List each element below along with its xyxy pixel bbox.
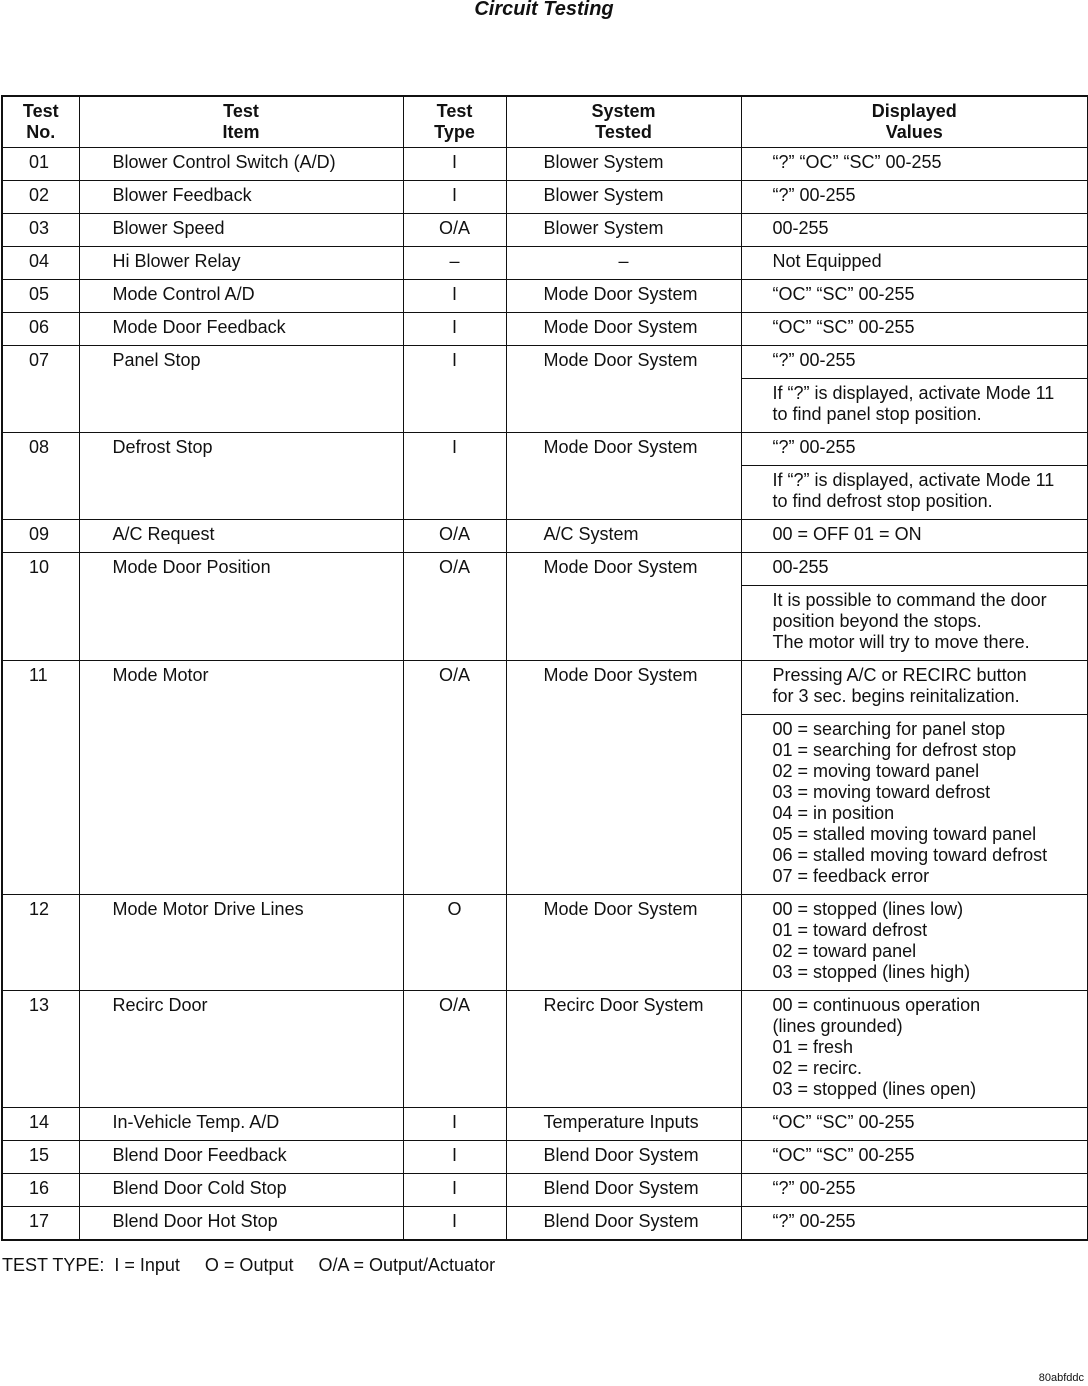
- test-no-cell: 15: [2, 1141, 79, 1174]
- test-no-cell: 04: [2, 247, 79, 280]
- table-row: [2, 553, 1088, 586]
- test-no-cell: 02: [2, 181, 79, 214]
- test-item-cell: Recirc Door: [79, 991, 403, 1108]
- displayed-values-cell: “?” 00-255: [741, 346, 1088, 379]
- test-type-cell: I: [403, 1108, 506, 1141]
- test-type-legend: TEST TYPE: I = Input O = Output O/A = Output/Actuator: [2, 1255, 496, 1275]
- table-row: [2, 1141, 1088, 1174]
- test-type-cell: I: [403, 433, 506, 520]
- system-tested-cell: Blend Door System: [506, 1207, 741, 1241]
- figure-code: 80abfddc: [1038, 1372, 1084, 1384]
- test-type-cell: O/A: [403, 991, 506, 1108]
- table-row: [2, 895, 1088, 991]
- test-item-cell: Mode Control A/D: [79, 280, 403, 313]
- system-tested-cell: Temperature Inputs: [506, 1108, 741, 1141]
- table-row: [2, 1174, 1088, 1207]
- test-no-cell: 06: [2, 313, 79, 346]
- header-system-tested: System Tested: [506, 96, 741, 148]
- test-no-cell: 08: [2, 433, 79, 520]
- test-type-cell: O/A: [403, 661, 506, 895]
- displayed-values-cell: “?” 00-255: [741, 1207, 1088, 1241]
- test-no-cell: 13: [2, 991, 79, 1108]
- test-no-cell: 12: [2, 895, 79, 991]
- test-item-cell: Blower Speed: [79, 214, 403, 247]
- test-item-cell: A/C Request: [79, 520, 403, 553]
- test-no-cell: 03: [2, 214, 79, 247]
- table-row: [2, 313, 1088, 346]
- test-no-cell: 09: [2, 520, 79, 553]
- system-tested-cell: Mode Door System: [506, 433, 741, 520]
- system-tested-cell: Blend Door System: [506, 1174, 741, 1207]
- system-tested-cell: Recirc Door System: [506, 991, 741, 1108]
- system-tested-cell: Blower System: [506, 214, 741, 247]
- test-item-cell: Blower Feedback: [79, 181, 403, 214]
- test-type-cell: I: [403, 313, 506, 346]
- test-no-cell: 07: [2, 346, 79, 433]
- test-item-cell: Mode Door Feedback: [79, 313, 403, 346]
- test-item-cell: Mode Motor Drive Lines: [79, 895, 403, 991]
- test-item-cell: In-Vehicle Temp. A/D: [79, 1108, 403, 1141]
- displayed-values-cell: If “?” is displayed, activate Mode 11 to find defrost stop position.: [741, 466, 1088, 520]
- test-no-cell: 10: [2, 553, 79, 661]
- test-item-cell: Blend Door Feedback: [79, 1141, 403, 1174]
- table-row: [2, 280, 1088, 313]
- test-item-cell: Blower Control Switch (A/D): [79, 148, 403, 181]
- displayed-values-cell: Not Equipped: [741, 247, 1088, 280]
- test-item-cell: Blend Door Hot Stop: [79, 1207, 403, 1241]
- displayed-values-cell: “OC” “SC” 00-255: [741, 1108, 1088, 1141]
- system-tested-cell: Mode Door System: [506, 280, 741, 313]
- system-tested-cell: Mode Door System: [506, 346, 741, 433]
- test-item-cell: Defrost Stop: [79, 433, 403, 520]
- header-row: [2, 96, 1088, 148]
- test-type-cell: I: [403, 280, 506, 313]
- displayed-values-cell: If “?” is displayed, activate Mode 11 to find panel stop position.: [741, 379, 1088, 433]
- header-test-item: Test Item: [79, 96, 403, 148]
- test-item-cell: Mode Door Position: [79, 553, 403, 661]
- test-type-cell: I: [403, 1207, 506, 1241]
- displayed-values-cell: It is possible to command the door position beyond the stops. The motor will try to move there.: [741, 586, 1088, 661]
- displayed-values-cell: 00-255: [741, 214, 1088, 247]
- system-tested-cell: Blower System: [506, 181, 741, 214]
- test-item-cell: Panel Stop: [79, 346, 403, 433]
- header-test-type: Test Type: [403, 96, 506, 148]
- test-no-cell: 11: [2, 661, 79, 895]
- table-row: [2, 661, 1088, 715]
- system-tested-cell: Blower System: [506, 148, 741, 181]
- test-type-cell: I: [403, 148, 506, 181]
- displayed-values-cell: “OC” “SC” 00-255: [741, 313, 1088, 346]
- test-item-cell: Blend Door Cold Stop: [79, 1174, 403, 1207]
- test-type-cell: I: [403, 1141, 506, 1174]
- test-no-cell: 01: [2, 148, 79, 181]
- test-item-cell: Mode Motor: [79, 661, 403, 895]
- test-no-cell: 14: [2, 1108, 79, 1141]
- displayed-values-cell: Pressing A/C or RECIRC button for 3 sec. begins reinitalization.: [741, 661, 1088, 715]
- test-type-cell: I: [403, 181, 506, 214]
- displayed-values-cell: 00 = searching for panel stop 01 = searching for defrost stop 02 = moving toward panel 03 = moving toward defrost 04 = in position 05 = stalled moving toward panel 06 = stalled moving toward defrost 07 = feedback error: [741, 715, 1088, 895]
- test-type-cell: O/A: [403, 553, 506, 661]
- test-type-cell: O/A: [403, 214, 506, 247]
- system-tested-cell: Mode Door System: [506, 553, 741, 661]
- table-row: [2, 1108, 1088, 1141]
- system-tested-cell: Mode Door System: [506, 313, 741, 346]
- displayed-values-cell: 00-255: [741, 553, 1088, 586]
- table-row: [2, 433, 1088, 466]
- displayed-values-cell: 00 = continuous operation (lines grounded) 01 = fresh 02 = recirc. 03 = stopped (lines open): [741, 991, 1088, 1108]
- displayed-values-cell: “?” 00-255: [741, 1174, 1088, 1207]
- table-row: [2, 148, 1088, 181]
- table-row: [2, 991, 1088, 1108]
- test-type-cell: O: [403, 895, 506, 991]
- system-tested-cell: –: [506, 247, 741, 280]
- test-no-cell: 17: [2, 1207, 79, 1241]
- displayed-values-cell: 00 = OFF 01 = ON: [741, 520, 1088, 553]
- displayed-values-cell: “?” 00-255: [741, 181, 1088, 214]
- test-type-cell: –: [403, 247, 506, 280]
- page-title: Circuit Testing: [474, 0, 614, 20]
- displayed-values-cell: “?” “OC” “SC” 00-255: [741, 148, 1088, 181]
- table-row: [2, 346, 1088, 379]
- displayed-values-cell: “OC” “SC” 00-255: [741, 280, 1088, 313]
- table-body: [2, 148, 1088, 1241]
- test-type-cell: I: [403, 1174, 506, 1207]
- system-tested-cell: Mode Door System: [506, 895, 741, 991]
- displayed-values-cell: 00 = stopped (lines low) 01 = toward defrost 02 = toward panel 03 = stopped (lines high): [741, 895, 1088, 991]
- test-type-cell: O/A: [403, 520, 506, 553]
- table-row: [2, 247, 1088, 280]
- displayed-values-cell: “?” 00-255: [741, 433, 1088, 466]
- header-test-no: Test No.: [2, 96, 79, 148]
- table-row: [2, 181, 1088, 214]
- table-row: [2, 1207, 1088, 1241]
- table-row: [2, 214, 1088, 247]
- test-no-cell: 16: [2, 1174, 79, 1207]
- table-row: [2, 520, 1088, 553]
- test-item-cell: Hi Blower Relay: [79, 247, 403, 280]
- system-tested-cell: Mode Door System: [506, 661, 741, 895]
- test-type-cell: I: [403, 346, 506, 433]
- circuit-testing-table: [1, 95, 1088, 1241]
- displayed-values-cell: “OC” “SC” 00-255: [741, 1141, 1088, 1174]
- system-tested-cell: A/C System: [506, 520, 741, 553]
- header-displayed-values: Displayed Values: [741, 96, 1088, 148]
- test-no-cell: 05: [2, 280, 79, 313]
- system-tested-cell: Blend Door System: [506, 1141, 741, 1174]
